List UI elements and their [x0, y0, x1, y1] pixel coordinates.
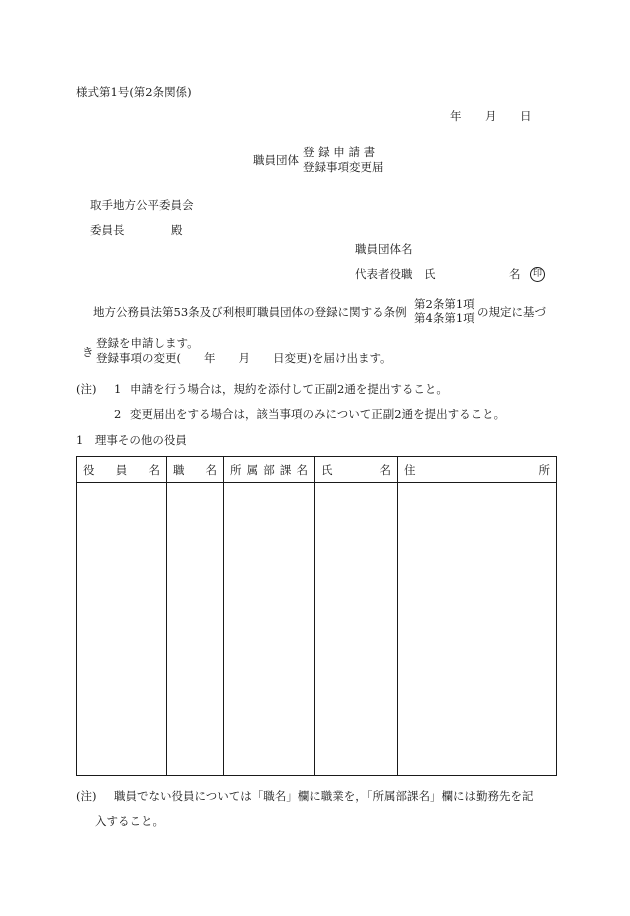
col-char: 住 [404, 462, 416, 477]
col-char: 名 [148, 462, 160, 477]
bottom-note-line1: 職員でない役員については「職名」欄に職業を，「所属部課名」欄には勤務先を記 [114, 789, 534, 803]
note-1-num: 1 [114, 382, 122, 396]
col-char: 課 [279, 462, 292, 477]
col-char: 名 [205, 462, 217, 477]
group-name-label: 職員団体名 [355, 242, 413, 256]
note-2-text: 変更届出をする場合は，該当事項のみについて正副2通を提出すること。 [130, 407, 506, 421]
col-char: 所 [538, 462, 550, 477]
col-char: 所 [230, 462, 242, 477]
seal-mark: 印 [530, 267, 545, 282]
job-title-cell[interactable] [167, 483, 224, 776]
address-cell[interactable] [398, 483, 557, 776]
body-lead-char: き [82, 345, 94, 359]
title-option-change: 登録事項変更届 [303, 160, 384, 175]
bottom-notes-marker: (注) [76, 789, 97, 803]
note-2-num: 2 [114, 407, 122, 421]
col-address [398, 457, 557, 483]
col-char: 職 [173, 462, 185, 477]
name-label: 名 [509, 267, 521, 281]
col-char: 員 [115, 462, 128, 477]
notes-marker: (注) [76, 382, 97, 396]
officers-blank-row [77, 483, 557, 776]
day-label: 日 [520, 109, 532, 123]
col-char: 役 [83, 462, 95, 477]
col-char: 氏 [321, 462, 333, 477]
clause-b: 第4条第1項 [414, 311, 475, 326]
clause-options [414, 298, 475, 325]
officer-name-cell[interactable] [77, 483, 167, 776]
department-cell[interactable] [224, 483, 315, 776]
addressee-org: 取手地方公平委員会 [90, 198, 194, 212]
body-tail: の規定に基づ [477, 305, 546, 319]
bottom-note-line2: 入すること。 [95, 814, 164, 828]
option-change: 登録事項の変更( 年 月 日変更)を届け出ます。 [96, 351, 392, 366]
col-full-name [315, 457, 398, 483]
form-number: 様式第1号(第2条関係) [76, 85, 192, 99]
officers-header-row [77, 457, 557, 483]
col-char: 部 [263, 462, 275, 477]
title-options [303, 146, 384, 174]
col-department [224, 457, 315, 483]
clause-a: 第2条第1項 [414, 297, 475, 311]
col-job-title [167, 457, 224, 483]
col-char: 名 [379, 462, 391, 477]
addressee-honorific: 殿 [171, 223, 183, 237]
col-char: 名 [296, 462, 308, 477]
body-intro: 地方公務員法第53条及び利根町職員団体の登録に関する条例 [93, 305, 407, 319]
month-label: 月 [485, 109, 497, 123]
full-name-cell[interactable] [315, 483, 398, 776]
action-options [96, 337, 392, 365]
officers-table [76, 456, 557, 776]
representative-label: 代表者役職 氏 [355, 267, 436, 281]
note-1-text: 申請を行う場合は，規約を添付して正副2通を提出すること。 [130, 382, 448, 396]
title-prefix: 職員団体 [253, 153, 299, 167]
year-label: 年 [450, 109, 462, 123]
addressee-chair: 委員長 [90, 223, 125, 237]
col-char: 属 [246, 462, 259, 477]
section-title: 1 理事その他の役員 [76, 433, 187, 447]
col-officer-name [77, 457, 167, 483]
title-option-register: 登 録 申 請 書 [303, 145, 376, 159]
option-apply: 登録を申請します。 [96, 336, 199, 350]
